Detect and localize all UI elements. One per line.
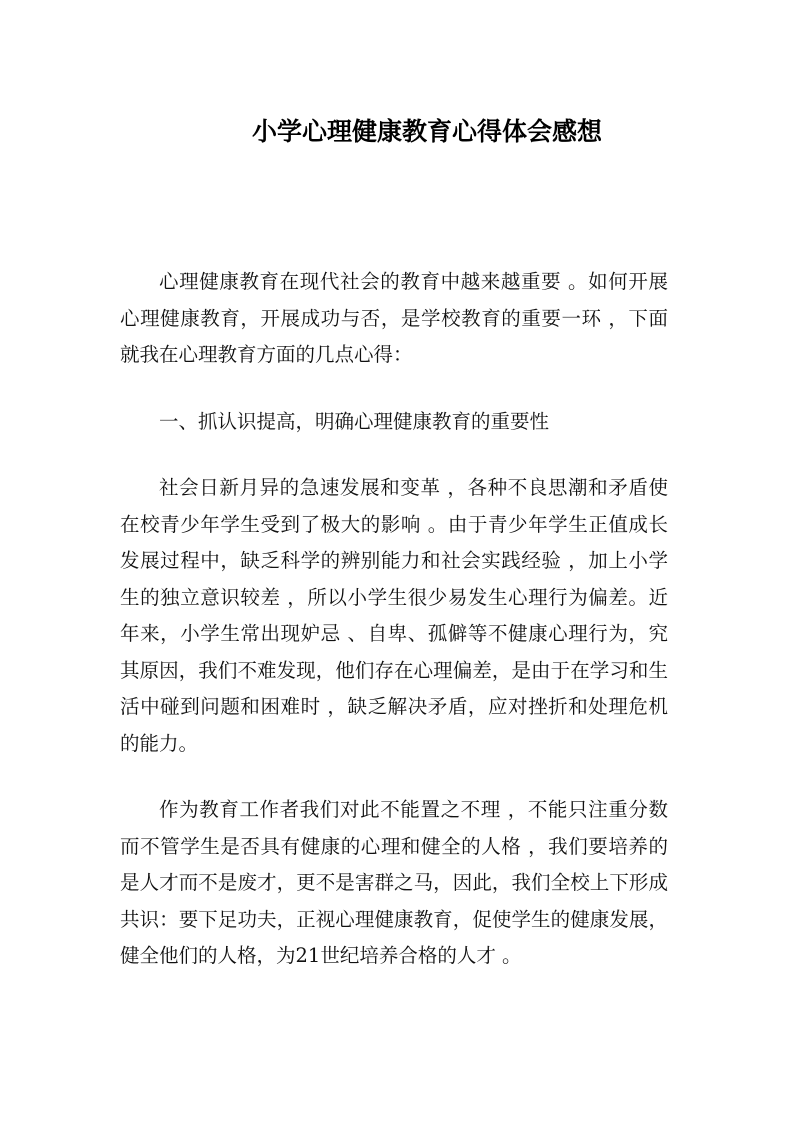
- document-body: [120, 264, 668, 1005]
- section-heading: 一、抓认识提高，明确心理健康教育的重要性: [159, 409, 550, 433]
- body-paragraph: 社会日新月异的急速发展和变革 ，各种不良思潮和矛盾使在校青少年学生受到了极大的影响 。由于青少年学生正值成长发展过程中，缺乏科学的辨别能力和社会实践经验 ，加上小学生的独立意识较差 ，所以小学生很少易发生心理行为偏差。近年来，小学生常出现妒忌 、自卑、孤僻等不健康心理行为，究其原因，我们不难发现，他们存在心理偏差，是由于在学习和生活中碰到问题和困难时 ，缺乏解决矛盾，应对挫折和处理危机的能力。: [120, 476, 668, 755]
- body-paragraph: 作为教育工作者我们对此不能置之不理 ，不能只注重分数而不管学生是否具有健康的心理和健全的人格 ，我们要培养的是人才而不是废才，更不是害群之马，因此，我们全校上下形成共识：要下足功夫，正视心理健康教育，促使学生的健康发展，健全他们的人格，为21世纪培养合格的人才 。: [120, 798, 668, 967]
- intro-paragraph: 心理健康教育在现代社会的教育中越来越重要 。如何开展心理健康教育，开展成功与否，是学校教育的重要一环 ，下面就我在心理教育方面的几点心得：: [120, 270, 668, 366]
- document-title: 小学心理健康教育心得体会感想: [251, 117, 602, 146]
